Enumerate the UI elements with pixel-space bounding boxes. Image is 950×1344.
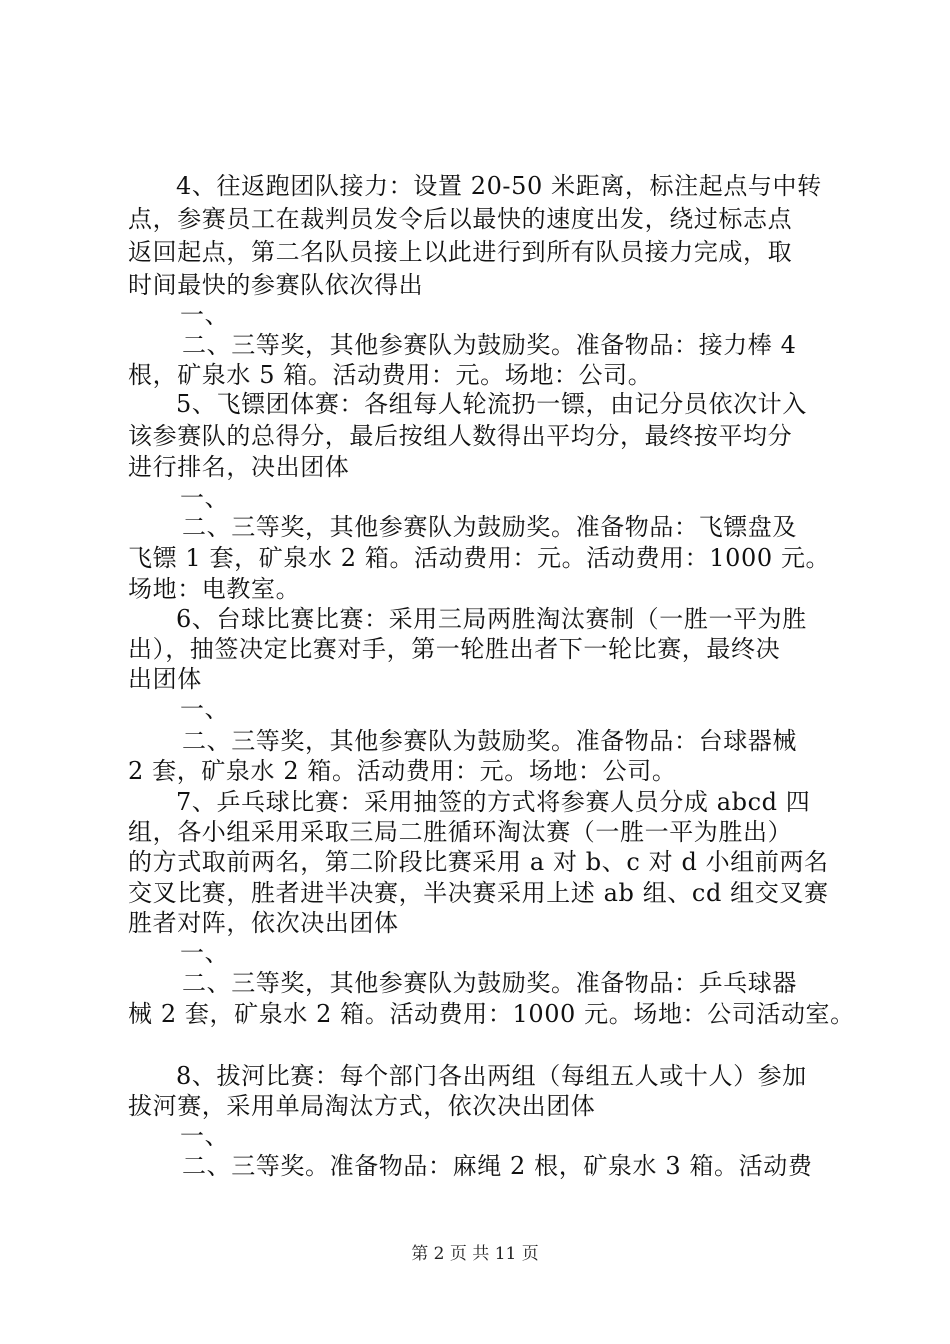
text-line: 组，各小组采用采取三局二胜循环淘汰赛（一胜一平为胜出） [128, 818, 793, 846]
text-line: 该参赛队的总得分，最后按组人数得出平均分，最终按平均分 [128, 422, 793, 450]
text-line: 2 套，矿泉水 2 箱。活动费用：元。场地：公司。 [128, 757, 677, 785]
text-line: 一、 [180, 1122, 230, 1150]
page-number-footer: 第 2 页 共 11 页 [411, 1244, 539, 1264]
text-line: 交叉比赛，胜者进半决赛，半决赛采用上述 ab 组、cd 组交叉赛 [128, 879, 829, 907]
text-line: 械 2 套，矿泉水 2 箱。活动费用：1000 元。场地：公司活动室。 [128, 1000, 855, 1028]
text-line: 8、拔河比赛：每个部门各出两组（每组五人或十人）参加 [176, 1062, 807, 1090]
text-line: 一、 [180, 695, 230, 723]
text-line: 胜者对阵，依次决出团体 [128, 909, 399, 937]
text-line: 7、乒乓球比赛：采用抽签的方式将参赛人员分成 abcd 四 [176, 788, 811, 816]
text-line: 的方式取前两名，第二阶段比赛采用 a 对 b、c 对 d 小组前两名 [128, 848, 829, 876]
text-line: 飞镖 1 套，矿泉水 2 箱。活动费用：元。活动费用：1000 元。 [128, 544, 831, 572]
text-line: 进行排名，决出团体 [128, 453, 350, 481]
text-line: 一、 [180, 301, 230, 329]
text-line: 返回起点，第二名队员接上以此进行到所有队员接力完成，取 [128, 238, 793, 266]
text-line: 时间最快的参赛队依次得出 [128, 271, 424, 299]
text-line: 二、三等奖，其他参赛队为鼓励奖。准备物品：接力棒 4 [182, 331, 797, 359]
text-line: 拔河赛，采用单局淘汰方式，依次决出团体 [128, 1092, 596, 1120]
text-line: 5、飞镖团体赛：各组每人轮流扔一镖，由记分员依次计入 [176, 390, 807, 418]
text-line: 一、 [180, 939, 230, 967]
text-line: 二、三等奖，其他参赛队为鼓励奖。准备物品：台球器械 [182, 727, 797, 755]
text-line: 根，矿泉水 5 箱。活动费用：元。场地：公司。 [128, 361, 653, 389]
text-line: 点，参赛员工在裁判员发令后以最快的速度出发，绕过标志点 [128, 205, 793, 233]
text-line: 场地：电教室。 [128, 575, 301, 603]
text-line: 二、三等奖，其他参赛队为鼓励奖。准备物品：飞镖盘及 [182, 513, 797, 541]
text-line: 二、三等奖，其他参赛队为鼓励奖。准备物品：乒乓球器 [182, 969, 797, 997]
text-line: 6、台球比赛比赛：采用三局两胜淘汰赛制（一胜一平为胜 [176, 605, 807, 633]
text-line: 出团体 [128, 665, 202, 693]
text-line: 出），抽签决定比赛对手，第一轮胜出者下一轮比赛，最终决 [128, 635, 781, 663]
text-line: 一、 [180, 484, 230, 512]
text-line: 二、三等奖。准备物品：麻绳 2 根，矿泉水 3 箱。活动费 [182, 1152, 813, 1180]
text-line: 4、往返跑团队接力：设置 20-50 米距离，标注起点与中转 [176, 172, 822, 200]
